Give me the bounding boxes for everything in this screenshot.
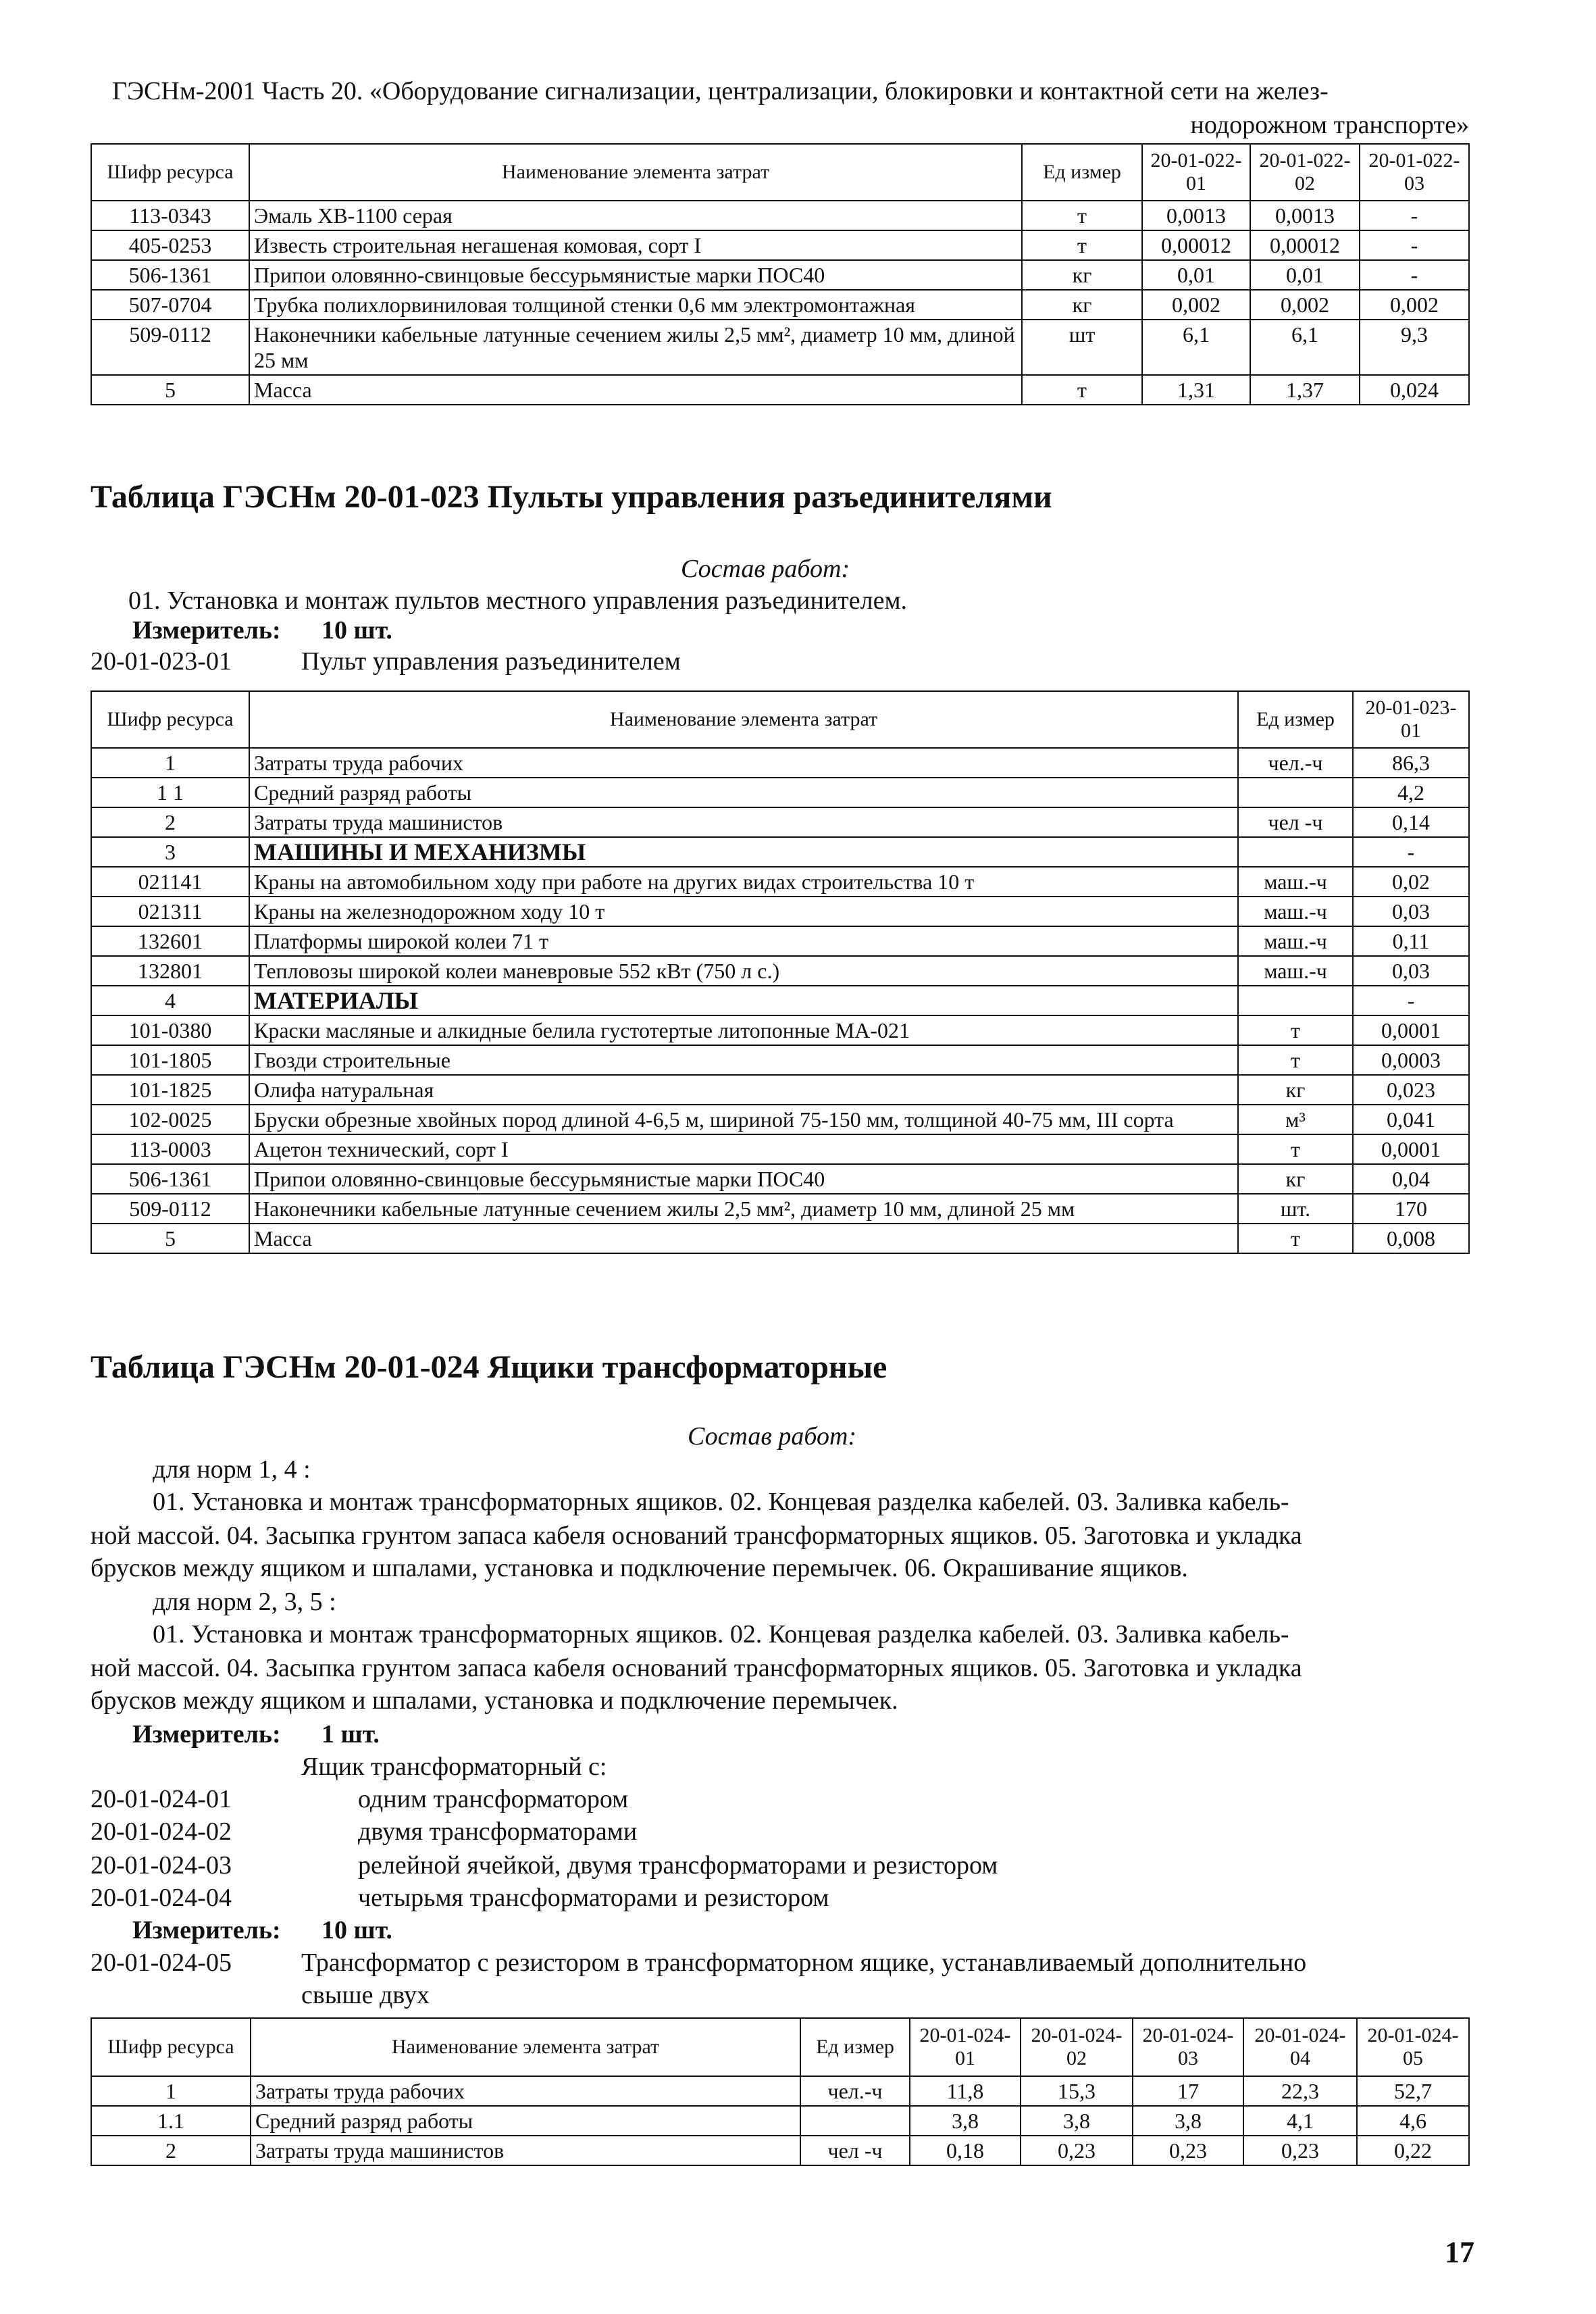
cell-code: 509-0112 (91, 320, 249, 375)
cell-name: Платформы широкой колеи 71 т (249, 926, 1238, 956)
cell-code: 3 (91, 837, 249, 867)
cell-name: Наконечники кабельные латунные сечением жилы 2,5 мм², диаметр 10 мм, длиной 25 мм (249, 1194, 1238, 1224)
cell-unit: маш.-ч (1238, 867, 1353, 897)
table-row (91, 1105, 1469, 1134)
cell-name: МАШИНЫ И МЕХАНИЗМЫ (249, 837, 1238, 867)
table-row (91, 375, 1469, 405)
cell-v2: 0,0013 (1250, 201, 1360, 230)
table-022 (91, 143, 1470, 405)
cell-code: 101-1825 (91, 1075, 249, 1105)
cell-unit: т (1022, 201, 1142, 230)
col-header-norm: 20-01-022-03 (1360, 144, 1469, 201)
table-row (91, 320, 1469, 375)
cell-code: 1 1 (91, 778, 249, 807)
work-description: 01. Установка и монтаж пультов местного управления разъединителем. (128, 586, 908, 615)
cell-unit (800, 2106, 910, 2136)
cell-v1: 11,8 (910, 2076, 1021, 2106)
norm-name: Пульт управления разъединителем (301, 647, 681, 676)
cell-name: Затраты труда машинистов (251, 2136, 800, 2165)
cell-unit: кг (1022, 260, 1142, 290)
cell-unit (1238, 986, 1353, 1015)
cell-name: Средний разряд работы (251, 2106, 800, 2136)
cell-v: 0,0001 (1353, 1015, 1469, 1045)
table-row (91, 897, 1469, 926)
cell-name: Краны на железнодорожном ходу 10 т (249, 897, 1238, 926)
norm-name: одним трансформатором (358, 1785, 629, 1813)
cell-v3: 0,23 (1133, 2136, 1243, 2165)
table-row (91, 1224, 1469, 1253)
cell-name: Краны на автомобильном ходу при работе на других видах строительства 10 т (249, 867, 1238, 897)
cell-v: 0,0003 (1353, 1045, 1469, 1075)
norm-code: 20-01-024-01 (91, 1785, 232, 1813)
col-header-unit: Ед измер (800, 2018, 910, 2076)
table-row (91, 837, 1469, 867)
cell-code: 509-0112 (91, 1194, 249, 1224)
cell-v: 4,2 (1353, 778, 1469, 807)
table-row (91, 956, 1469, 986)
table-title-024: Таблица ГЭСНм 20-01-024 Ящики трансформаторные (91, 1349, 887, 1385)
meter-value: 10 шт. (321, 1916, 392, 1944)
cell-unit: т (1238, 1045, 1353, 1075)
cell-v2: 0,00012 (1250, 230, 1360, 260)
cell-unit (1238, 837, 1353, 867)
cell-v1: 0,0013 (1142, 201, 1250, 230)
cell-code: 506-1361 (91, 1164, 249, 1194)
cell-v5: 4,6 (1357, 2106, 1469, 2136)
cell-v: 0,03 (1353, 897, 1469, 926)
cell-v5: 52,7 (1357, 2076, 1469, 2106)
cell-unit (1238, 778, 1353, 807)
norm-name: релейной ячейкой, двумя трансформаторами и резистором (358, 1851, 998, 1880)
work-b-line1: 01. Установка и монтаж трансформаторных ящиков. 02. Концевая разделка кабелей. 03. Заливка кабель- (153, 1620, 1289, 1649)
cell-unit: кг (1238, 1164, 1353, 1194)
cell-v1: 3,8 (910, 2106, 1021, 2136)
cell-unit: т (1238, 1015, 1353, 1045)
composition-label: Состав работ: (688, 1422, 857, 1451)
cell-v: 0,0001 (1353, 1134, 1469, 1164)
cell-name: Олифа натуральная (249, 1075, 1238, 1105)
col-header-name: Наименование элемента затрат (249, 144, 1022, 201)
norm-name-cont: свыше двух (301, 1981, 430, 2009)
table-024 (91, 2017, 1470, 2166)
cell-v: 0,02 (1353, 867, 1469, 897)
cell-unit: шт (1022, 320, 1142, 375)
running-header-line2: нодорожном транспорте» (1190, 111, 1469, 139)
cell-code: 506-1361 (91, 260, 249, 290)
work-a-line2: ной массой. 04. Засыпка грунтом запаса кабеля оснований трансформаторных ящиков. 05. Заготовка и укладка (91, 1521, 1302, 1550)
meter-label: Измеритель: (132, 1720, 281, 1749)
col-header-norm: 20-01-022-01 (1142, 144, 1250, 201)
cell-name: Краски масляные и алкидные белила густотертые литопонные МА-021 (249, 1015, 1238, 1045)
table-row (91, 926, 1469, 956)
composition-label: Состав работ: (681, 555, 850, 583)
cell-v3: - (1360, 230, 1469, 260)
cell-name: Ацетон технический, сорт I (249, 1134, 1238, 1164)
cell-name: Наконечники кабельные латунные сечением жилы 2,5 мм², диаметр 10 мм, длиной 25 мм (249, 320, 1022, 375)
norm-code: 20-01-023-01 (91, 647, 232, 676)
work-a-line3: брусков между ящиком и шпалами, установка и подключение перемычек. 06. Окрашивание ящиков. (91, 1554, 1188, 1582)
cell-code: 405-0253 (91, 230, 249, 260)
group-label: Ящик трансформаторный с: (301, 1753, 607, 1781)
cell-v2: 0,23 (1021, 2136, 1133, 2165)
norm-name: Трансформатор с резистором в трансформаторном ящике, устанавливаемый дополнительно (301, 1948, 1307, 1977)
cell-name: Бруски обрезные хвойных пород длиной 4-6,5 м, шириной 75-150 мм, толщиной 40-75 мм, III сорта (249, 1105, 1238, 1134)
cell-v2: 15,3 (1021, 2076, 1133, 2106)
cell-unit: шт. (1238, 1194, 1353, 1224)
cell-v: - (1353, 986, 1469, 1015)
norm-code: 20-01-024-03 (91, 1851, 232, 1880)
cell-v1: 0,18 (910, 2136, 1021, 2165)
cell-code: 102-0025 (91, 1105, 249, 1134)
cell-v3: 17 (1133, 2076, 1243, 2106)
table-row (91, 230, 1469, 260)
cell-v2: 0,01 (1250, 260, 1360, 290)
cell-v4: 4,1 (1243, 2106, 1357, 2136)
table-row (91, 1134, 1469, 1164)
cell-name: Затраты труда рабочих (249, 748, 1238, 778)
cell-code: 021311 (91, 897, 249, 926)
table-row (91, 1194, 1469, 1224)
norms-group-a: для норм 1, 4 : (153, 1455, 311, 1484)
table-row (91, 807, 1469, 837)
cell-code: 113-0343 (91, 201, 249, 230)
cell-v1: 6,1 (1142, 320, 1250, 375)
work-b-line3: брусков между ящиком и шпалами, установка и подключение перемычек. (91, 1686, 898, 1715)
col-header-norm: 20-01-024-02 (1021, 2018, 1133, 2076)
cell-v3: - (1360, 201, 1469, 230)
norms-group-b: для норм 2, 3, 5 : (153, 1588, 336, 1616)
meter-value: 1 шт. (321, 1720, 380, 1749)
cell-name: Масса (249, 1224, 1238, 1253)
meter-label: Измеритель: (132, 616, 281, 645)
cell-name: Гвозди строительные (249, 1045, 1238, 1075)
table-row (91, 260, 1469, 290)
cell-v2: 6,1 (1250, 320, 1360, 375)
cell-code: 1.1 (91, 2106, 251, 2136)
work-a-line1: 01. Установка и монтаж трансформаторных ящиков. 02. Концевая разделка кабелей. 03. Заливка кабель- (153, 1488, 1289, 1516)
cell-unit: т (1022, 375, 1142, 405)
running-header-line1: ГЭСНм-2001 Часть 20. «Оборудование сигнализации, централизации, блокировки и контактной сети на желез- (112, 77, 1329, 105)
meter-value: 10 шт. (321, 616, 392, 645)
cell-v: 0,041 (1353, 1105, 1469, 1134)
cell-unit: т (1238, 1224, 1353, 1253)
table-row (91, 2136, 1469, 2165)
col-header-norm: 20-01-024-03 (1133, 2018, 1243, 2076)
col-header-unit: Ед измер (1022, 144, 1142, 201)
cell-code: 1 (91, 748, 249, 778)
cell-v: 0,14 (1353, 807, 1469, 837)
cell-name: Средний разряд работы (249, 778, 1238, 807)
cell-v1: 0,002 (1142, 290, 1250, 320)
cell-code: 5 (91, 1224, 249, 1253)
col-header-unit: Ед измер (1238, 691, 1353, 748)
table-row (91, 1015, 1469, 1045)
cell-v4: 0,23 (1243, 2136, 1357, 2165)
table-023 (91, 690, 1470, 1254)
table-row (91, 2106, 1469, 2136)
cell-v: 0,04 (1353, 1164, 1469, 1194)
cell-v: 170 (1353, 1194, 1469, 1224)
table-row (91, 778, 1469, 807)
table-row (91, 748, 1469, 778)
table-row (91, 1075, 1469, 1105)
cell-code: 4 (91, 986, 249, 1015)
cell-code: 132601 (91, 926, 249, 956)
cell-unit: чел -ч (1238, 807, 1353, 837)
cell-name: Тепловозы широкой колеи маневровые 552 кВт (750 л с.) (249, 956, 1238, 986)
norm-code: 20-01-024-04 (91, 1884, 232, 1912)
cell-v3: 0,024 (1360, 375, 1469, 405)
table-row (91, 2076, 1469, 2106)
cell-v5: 0,22 (1357, 2136, 1469, 2165)
norm-name: четырьмя трансформаторами и резистором (358, 1884, 829, 1912)
cell-name: Припои оловянно-свинцовые бессурьмянистые марки ПОС40 (249, 1164, 1238, 1194)
cell-v: - (1353, 837, 1469, 867)
cell-unit: маш.-ч (1238, 956, 1353, 986)
norm-name: двумя трансформаторами (358, 1817, 638, 1846)
norm-code: 20-01-024-05 (91, 1948, 232, 1977)
meter-label: Измеритель: (132, 1916, 281, 1944)
cell-v1: 0,00012 (1142, 230, 1250, 260)
col-header-name: Наименование элемента затрат (249, 691, 1238, 748)
cell-v: 0,11 (1353, 926, 1469, 956)
cell-code: 507-0704 (91, 290, 249, 320)
cell-unit: чел.-ч (800, 2076, 910, 2106)
cell-v: 0,03 (1353, 956, 1469, 986)
cell-v2: 1,37 (1250, 375, 1360, 405)
cell-v3: 0,002 (1360, 290, 1469, 320)
col-header-norm: 20-01-024-01 (910, 2018, 1021, 2076)
cell-code: 132801 (91, 956, 249, 986)
cell-code: 101-1805 (91, 1045, 249, 1075)
cell-code: 113-0003 (91, 1134, 249, 1164)
cell-v3: - (1360, 260, 1469, 290)
cell-v1: 0,01 (1142, 260, 1250, 290)
col-header-norm: 20-01-024-05 (1357, 2018, 1469, 2076)
cell-unit: чел.-ч (1238, 748, 1353, 778)
cell-code: 2 (91, 807, 249, 837)
cell-name: Припои оловянно-свинцовые бессурьмянистые марки ПОС40 (249, 260, 1022, 290)
cell-unit: т (1022, 230, 1142, 260)
cell-code: 101-0380 (91, 1015, 249, 1045)
cell-v1: 1,31 (1142, 375, 1250, 405)
col-header-norm: 20-01-024-04 (1243, 2018, 1357, 2076)
cell-unit: чел -ч (800, 2136, 910, 2165)
cell-unit: кг (1022, 290, 1142, 320)
cell-name: Трубка полихлорвиниловая толщиной стенки 0,6 мм электромонтажная (249, 290, 1022, 320)
cell-v4: 22,3 (1243, 2076, 1357, 2106)
cell-code: 1 (91, 2076, 251, 2106)
work-b-line2: ной массой. 04. Засыпка грунтом запаса кабеля оснований трансформаторных ящиков. 05. Заготовка и укладка (91, 1654, 1302, 1682)
table-row (91, 867, 1469, 897)
table-row (91, 1164, 1469, 1194)
table-row (91, 290, 1469, 320)
cell-v3: 9,3 (1360, 320, 1469, 375)
col-header-code: Шифр ресурса (91, 691, 249, 748)
cell-v2: 3,8 (1021, 2106, 1133, 2136)
cell-code: 5 (91, 375, 249, 405)
cell-v: 0,008 (1353, 1224, 1469, 1253)
cell-v3: 3,8 (1133, 2106, 1243, 2136)
col-header-name: Наименование элемента затрат (251, 2018, 800, 2076)
page-number: 17 (1445, 2236, 1474, 2269)
cell-name: Затраты труда рабочих (251, 2076, 800, 2106)
cell-name: Эмаль ХВ-1100 серая (249, 201, 1022, 230)
cell-unit: кг (1238, 1075, 1353, 1105)
cell-v: 0,023 (1353, 1075, 1469, 1105)
cell-unit: маш.-ч (1238, 897, 1353, 926)
table-row (91, 1045, 1469, 1075)
cell-code: 021141 (91, 867, 249, 897)
cell-unit: т (1238, 1134, 1353, 1164)
cell-v2: 0,002 (1250, 290, 1360, 320)
table-row (91, 201, 1469, 230)
cell-name: МАТЕРИАЛЫ (249, 986, 1238, 1015)
cell-name: Затраты труда машинистов (249, 807, 1238, 837)
col-header-code: Шифр ресурса (91, 144, 249, 201)
table-title-023: Таблица ГЭСНм 20-01-023 Пульты управления разъединителями (91, 479, 1052, 515)
cell-unit: маш.-ч (1238, 926, 1353, 956)
col-header-norm: 20-01-022-02 (1250, 144, 1360, 201)
cell-unit: м³ (1238, 1105, 1353, 1134)
table-row (91, 986, 1469, 1015)
cell-name: Масса (249, 375, 1022, 405)
col-header-norm: 20-01-023-01 (1353, 691, 1469, 748)
norm-code: 20-01-024-02 (91, 1817, 232, 1846)
cell-v: 86,3 (1353, 748, 1469, 778)
col-header-code: Шифр ресурса (91, 2018, 251, 2076)
cell-code: 2 (91, 2136, 251, 2165)
cell-name: Известь строительная негашеная комовая, сорт I (249, 230, 1022, 260)
